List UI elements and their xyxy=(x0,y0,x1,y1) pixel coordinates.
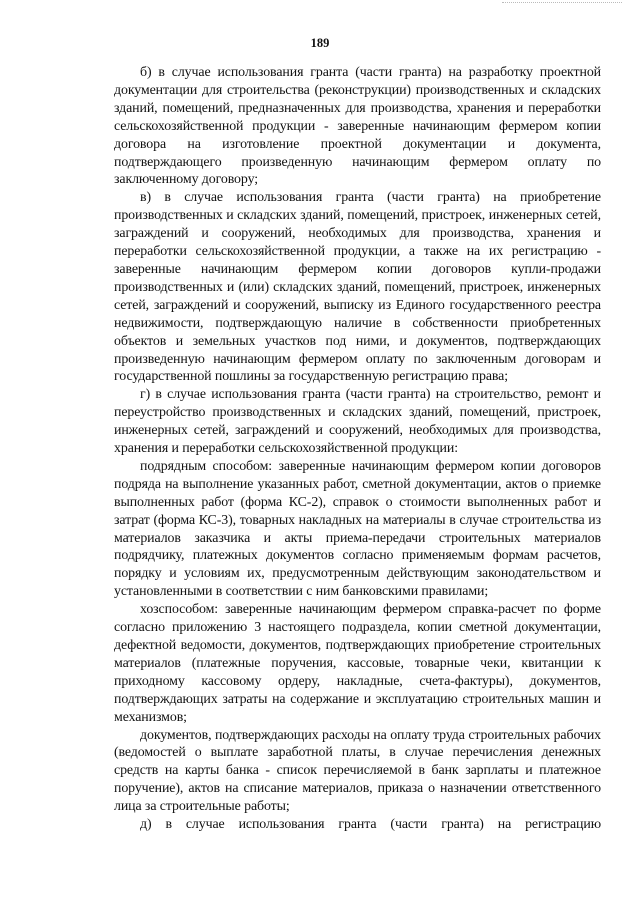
paragraph-b: б) в случае использования гранта (части гранта) на разработку проектной документации для строительства (реконструкции) производственных и складских зданий, помещений, предназначенных для производства, хранения и переработки сельскохозяйственной продукции - заверенные начинающим фермером копии договора на изготовление проектной документации и документа, подтверждающего произведенную начинающим фермером оплату по заключенному договору; xyxy=(114,65,601,188)
paragraph-d: д) в случае использования гранта (части гранта) на регистрацию xyxy=(140,817,601,833)
page-number: 189 xyxy=(310,36,330,50)
paragraph-labor-costs: документов, подтверждающих расходы на оплату труда строительных рабочих (ведомостей о выплате заработной платы, в случае перечисления денежных средств на карты банка - список перечисляемой в банк зарплаты и платежное поручение), актов на списание материалов, приказа о назначении ответственного лица за строительные работы; xyxy=(114,727,601,815)
document-body xyxy=(114,64,601,834)
paragraph-contract-method: подрядным способом: заверенные начинающим фермером копии договоров подряда на выполнение указанных работ, сметной документации, актов о приемке выполненных работ (форма КС-2), справок о стоимости выполненных работ и затрат (форма КС-3), товарных накладных на материалы в случае строительства из материалов заказчика и акты приема-передачи строительных материалов подрядчику, платежных документов согласно применяемым формам расчетов, порядку и условиям их, предусмотренным действующим законодательством и установленными в соответствии с ним банковскими правилами; xyxy=(114,458,601,600)
paragraph-own-method: хозспособом: заверенные начинающим фермером справка-расчет по форме согласно приложению 3 настоящего подраздела, копии сметной документации, дефектной ведомости, документов, подтверждающих приобретение строительных материалов (платежные поручения, кассовые, товарные чеки, квитанции к приходному кассовому ордеру, накладные, счета-фактуры), документов, подтверждающих затраты на содержание и эксплуатацию строительных машин и механизмов; xyxy=(114,602,601,725)
paragraph-g: г) в случае использования гранта (части гранта) на строительство, ремонт и переустройство производственных и складских зданий, помещений, пристроек, инженерных сетей, заграждений и сооружений, необходимых для производства, хранения и переработки сельскохозяйственной продукции: xyxy=(114,387,601,457)
scan-edge-mark xyxy=(502,2,622,4)
paragraph-v: в) в случае использования гранта (части гранта) на приобретение производственных и складских зданий, помещений, пристроек, инженерных сетей, заграждений и сооружений, необходимых для производства, хранения и переработки сельскохозяйственной продукции, а также на их регистрацию - заверенные начинающим фермером копии договоров купли-продажи производственных и (или) складских зданий, помещений, пристроек, инженерных сетей, заграждений и сооружений, выписку из Единого государственного реестра недвижимости, подтверждающую наличие в собственности приобретенных объектов и земельных участков под ними, и документов, подтверждающих произведенную начинающим фермером оплату по заключенным договорам и государственной пошлины за государственную регистрацию права; xyxy=(114,190,601,385)
